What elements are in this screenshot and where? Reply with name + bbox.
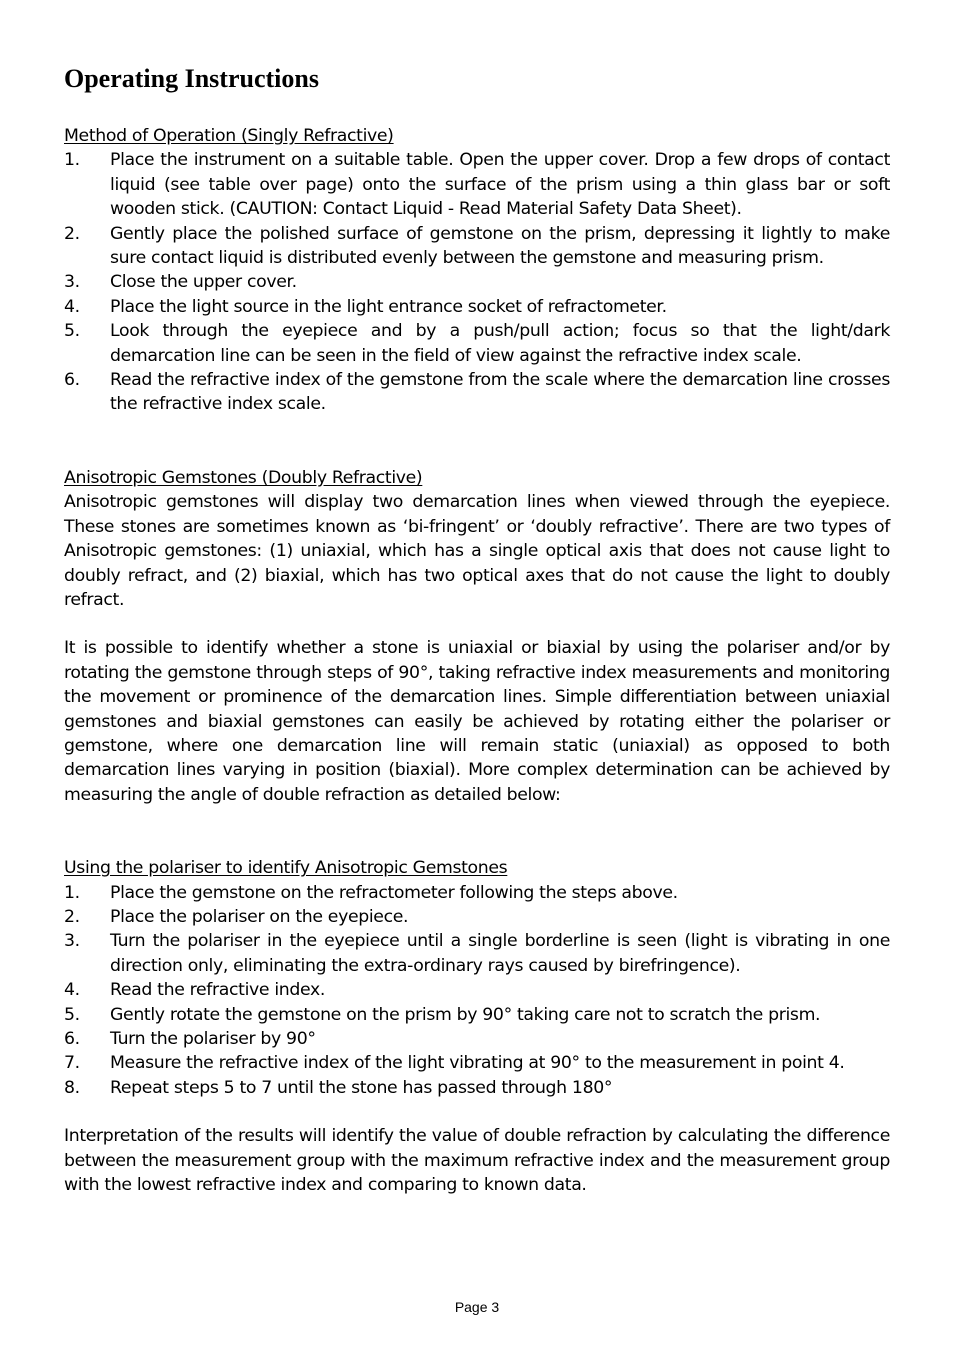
list-item: 8. Repeat steps 5 to 7 until the stone has passed through 180°	[64, 1077, 613, 1098]
document-page	[64, 62, 890, 1197]
list-item: 7. Measure the refractive index of the light vibrating at 90° to the measurement in point 4.	[64, 1053, 845, 1074]
anisotropic-paragraph-2: It is possible to identify whether a stone is uniaxial or biaxial by using the polariser and/or by rotating the gemstone through steps of 90°, taking refractive index measurements and monitoring the movement or prominence of the demarcation lines. Simple differentiation between uniaxial gemstones and biaxial gemstones can easily be achieved by rotating either the polariser or gemstone, where one demarcation line will remain static (uniaxial) as opposed to both demarcation lines varying in position (biaxial). More complex determination can be achieved by measuring the angle of double refraction as detailed below:	[64, 638, 890, 805]
interpretation-paragraph: Interpretation of the results will identify the value of double refraction by calculating the difference between the measurement group with the maximum refractive index and the measurement group with the lowest refractive index and comparing to known data.	[64, 1126, 890, 1196]
section-heading-polariser: Using the polariser to identify Anisotropic Gemstones	[64, 858, 508, 879]
list-item: 3. Close the upper cover.	[64, 272, 297, 293]
list-item: 4. Read the refractive index.	[64, 980, 326, 1001]
list-item: 5. Look through the eyepiece and by a push/pull action; focus so that the light/dark demarcation line can be seen in the field of view against the refractive index scale.	[64, 321, 890, 366]
polariser-steps	[64, 881, 890, 1101]
list-item: 3. Turn the polariser in the eyepiece until a single borderline is seen (light is vibrating in one direction only, eliminating the extra-ordinary rays caused by birefringence).	[64, 931, 890, 976]
list-item: 4. Place the light source in the light entrance socket of refractometer.	[64, 296, 667, 317]
section-heading-singly-refractive: Method of Operation (Singly Refractive)	[64, 126, 394, 146]
list-item: 6. Turn the polariser by 90°	[64, 1029, 316, 1049]
section-heading-anisotropic: Anisotropic Gemstones (Doubly Refractive)	[64, 467, 423, 488]
list-item: 6. Read the refractive index of the gemstone from the scale where the demarcation line crosses the refractive index scale.	[64, 370, 890, 415]
list-item: 1. Place the instrument on a suitable table. Open the upper cover. Drop a few drops of contact liquid (see table over page) onto the surface of the prism using a thin glass bar or soft wooden stick. (CAUTION: Contact Liquid - Read Material Safety Data Sheet).	[64, 150, 890, 220]
list-item: 1. Place the gemstone on the refractometer following the steps above.	[64, 882, 678, 903]
page-number: Page 3	[454, 1299, 500, 1315]
page-title: Operating Instructions	[64, 64, 319, 93]
list-item: 5. Gently rotate the gemstone on the prism by 90° taking care not to scratch the prism.	[64, 1004, 821, 1025]
list-item: 2. Gently place the polished surface of gemstone on the prism, depressing it lightly to make sure contact liquid is distributed evenly between the gemstone and measuring prism.	[64, 223, 890, 269]
singly-refractive-steps	[64, 148, 890, 416]
anisotropic-paragraph-1: Anisotropic gemstones will display two demarcation lines when viewed through the eyepiece. These stones are sometimes known as ‘bi-fringent’ or ‘doubly refractive’. There are two types of Anisotropic gemstones: (1) uniaxial, which has a single optical axis that does not cause light to doubly refract, and (2) biaxial, which has two optical axes that do not cause the light to doubly refract.	[64, 492, 890, 610]
list-item: 2. Place the polariser on the eyepiece.	[64, 906, 409, 927]
